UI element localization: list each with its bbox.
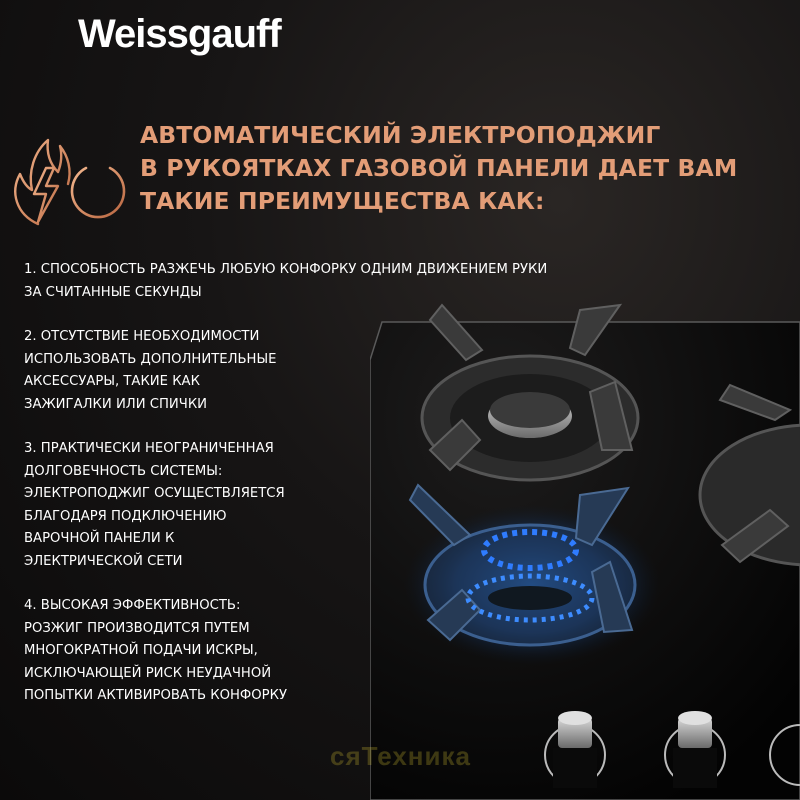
benefit-line: ЭЛЕКТРИЧЕСКОЙ СЕТИ	[24, 553, 183, 569]
benefit-item	[24, 326, 564, 416]
benefit-line: ПОПЫТКИ АКТИВИРОВАТЬ КОНФОРКУ	[24, 688, 287, 703]
benefit-line: РОЗЖИГ ПРОИЗВОДИТСЯ ПУТЕМ	[24, 620, 250, 636]
benefit-line: ЗА СЧИТАННЫЕ СЕКУНДЫ	[24, 284, 202, 300]
benefit-item	[24, 595, 564, 708]
benefit-line: ИСКЛЮЧАЮЩЕЙ РИСК НЕУДАЧНОЙ	[24, 665, 272, 681]
watermark: сяТехника	[330, 741, 471, 771]
benefit-line: 1. СПОСОБНОСТЬ РАЗЖЕЧЬ ЛЮБУЮ КОНФОРКУ ОДНИМ ДВИЖЕНИЕМ РУКИ	[24, 262, 548, 277]
fire-lightning-icon	[15, 140, 69, 224]
benefits-list	[24, 259, 564, 730]
headline-line: В РУКОЯТКАХ ГАЗОВОЙ ПАНЕЛИ ДАЕТ ВАМ	[140, 154, 738, 182]
benefit-line: ИСПОЛЬЗОВАТЬ ДОПОЛНИТЕЛЬНЫЕ	[24, 351, 277, 367]
benefit-line: ЗАЖИГАЛКИ ИЛИ СПИЧКИ	[24, 396, 208, 412]
benefit-item	[24, 438, 564, 573]
headline-line: АВТОМАТИЧЕСКИЙ ЭЛЕКТРОПОДЖИГ	[140, 121, 661, 149]
benefit-line: 2. ОТСУТСТВИЕ НЕОБХОДИМОСТИ	[24, 329, 260, 344]
benefit-line: БЛАГОДАРЯ ПОДКЛЮЧЕНИЮ	[24, 508, 227, 524]
benefit-line: 3. ПРАКТИЧЕСКИ НЕОГРАНИЧЕННАЯ	[24, 441, 274, 456]
benefit-line: 4. ВЫСОКАЯ ЭФФЕКТИВНОСТЬ:	[24, 598, 241, 613]
benefit-line: МНОГОКРАТНОЙ ПОДАЧИ ИСКРЫ,	[24, 643, 258, 658]
benefit-item	[24, 259, 564, 304]
benefit-line: ЭЛЕКТРОПОДЖИГ ОСУЩЕСТВЛЯЕТСЯ	[24, 486, 285, 501]
headline-line: ТАКИЕ ПРЕИМУЩЕСТВА КАК:	[140, 187, 545, 215]
headline	[140, 119, 790, 218]
benefit-line: ВАРОЧНОЙ ПАНЕЛИ К	[24, 531, 175, 546]
hero-icons	[8, 112, 128, 232]
benefit-line: АКСЕССУАРЫ, ТАКИЕ КАК	[24, 374, 200, 389]
brand-logo: Weissgauff	[78, 12, 281, 56]
benefit-line: ДОЛГОВЕЧНОСТЬ СИСТЕМЫ:	[24, 463, 223, 479]
power-icon	[72, 156, 124, 217]
